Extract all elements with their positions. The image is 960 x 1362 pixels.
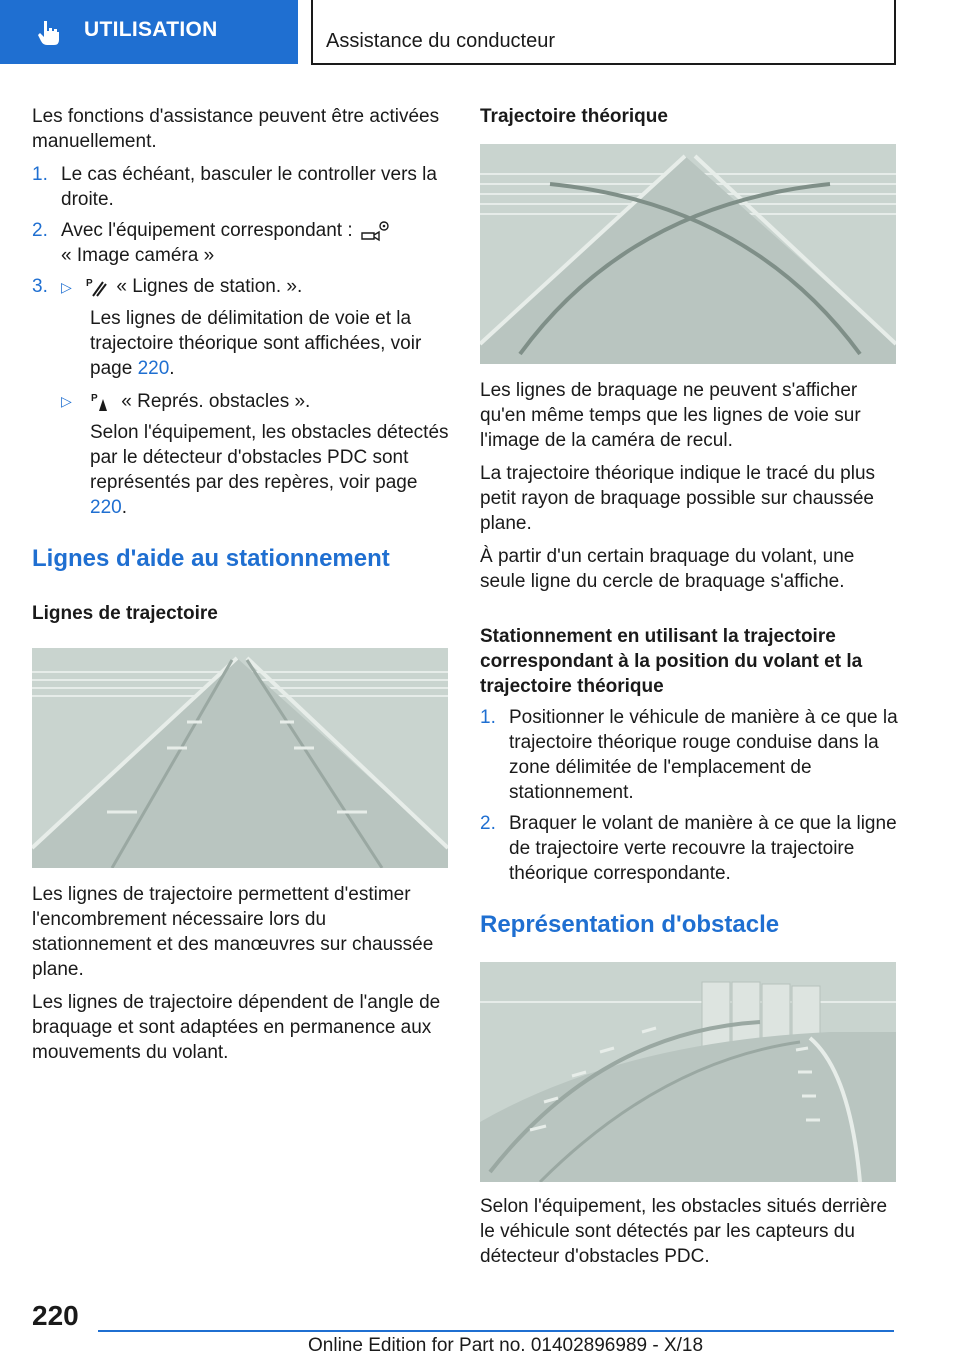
edition-text: Online Edition for Part no. 01402896989 - X/18 — [308, 1335, 704, 1356]
sub-paragraph: Selon l'équipement, les obstacles détectés par le détecteur d'obstacles PDC sont représentés par des repères, voir page 220. — [90, 422, 449, 518]
section-heading: Représentation d'obstacle — [480, 911, 780, 938]
paragraph: Les lignes de trajectoire dépendent de l'angle de braquage et sont adaptées en permanence aux mouvements du volant. — [32, 992, 441, 1063]
paragraph: Les lignes de trajectoire permettent d'estimer l'encombrement nécessaire lors du stationnement et des manœuvres sur chaussée plane. — [32, 884, 434, 980]
paragraph: Les lignes de braquage ne peuvent s'afficher qu'en même temps que les lignes de voie sur l'image de la caméra de recul. — [480, 380, 861, 451]
paragraph: Selon l'équipement, les obstacles situés derrière le véhicule sont détectés par les capteurs du détecteur d'obstacles PDC. — [480, 1196, 888, 1267]
bullet-item: ▷ P « Représ. obstacles ». — [61, 391, 311, 412]
triangle-bullet-icon: ▷ — [61, 279, 72, 295]
sub-heading: Lignes de trajectoire — [32, 603, 218, 624]
step-item: 1. Le cas échéant, basculer le controller vers la droite. — [32, 164, 437, 210]
page-link[interactable]: 220 — [137, 358, 170, 379]
sub-paragraph: Les lignes de délimitation de voie et la trajectoire théorique sont affichées, voir page 220. — [90, 308, 422, 379]
step-item: 3. ▷ P « Lignes de station. ». — [32, 276, 303, 297]
svg-text:P: P — [86, 277, 93, 289]
step-item: 1. Positionner le véhicule de manière à ce que la trajectoire théorique rouge conduise dans la zone délimitée de l'emplacement de stationnement. — [480, 707, 898, 803]
chapter-title: Assistance du conducteur — [326, 30, 556, 52]
left-column-lower — [32, 882, 450, 1073]
camera-settings-icon — [358, 219, 392, 243]
header-divider-right — [894, 0, 896, 64]
section-label: UTILISATION — [84, 18, 218, 41]
sub-heading: Trajectoire théorique — [480, 106, 668, 127]
parking-obstacle-icon — [90, 391, 112, 413]
header-divider — [311, 0, 313, 64]
intro-paragraph: Les fonctions d'assistance peuvent être activées manuellement. — [32, 106, 440, 152]
footer-rule — [98, 1330, 894, 1332]
header-underline — [311, 63, 896, 65]
triangle-bullet-icon: ▷ — [61, 393, 72, 409]
paragraph: À partir d'un certain braquage du volant, une seule ligne du cercle de braquage s'affiche. — [480, 546, 855, 592]
step-item: 2. Braquer le volant de manière à ce que la ligne de trajectoire verte recouvre la trajectoire théorique correspondante. — [480, 813, 897, 884]
paragraph: La trajectoire théorique indique le tracé du plus petit rayon de braquage possible sur chaussée plane. — [480, 463, 876, 534]
right-column-bottom — [480, 1194, 898, 1277]
section-tab[interactable] — [0, 0, 298, 64]
page-link[interactable]: 220 — [90, 497, 122, 518]
svg-text:P: P — [91, 392, 98, 404]
right-column-lower — [480, 378, 898, 945]
step-item: 2. Avec l'équipement correspondant : « Image caméra » — [32, 218, 450, 268]
trajectory-lines-figure — [32, 648, 448, 868]
hand-pointer-icon — [34, 18, 64, 48]
left-column — [32, 104, 450, 634]
page-number: 220 — [32, 1300, 79, 1331]
sub-heading: Stationnement en utilisant la trajectoire correspondant à la position du volant et la trajectoire théorique — [480, 626, 863, 697]
obstacle-representation-figure — [480, 962, 896, 1182]
right-column — [480, 104, 898, 137]
theoretical-trajectory-figure — [480, 144, 896, 364]
parking-lines-icon — [85, 276, 107, 298]
section-heading: Lignes d'aide au stationnement — [32, 545, 390, 572]
